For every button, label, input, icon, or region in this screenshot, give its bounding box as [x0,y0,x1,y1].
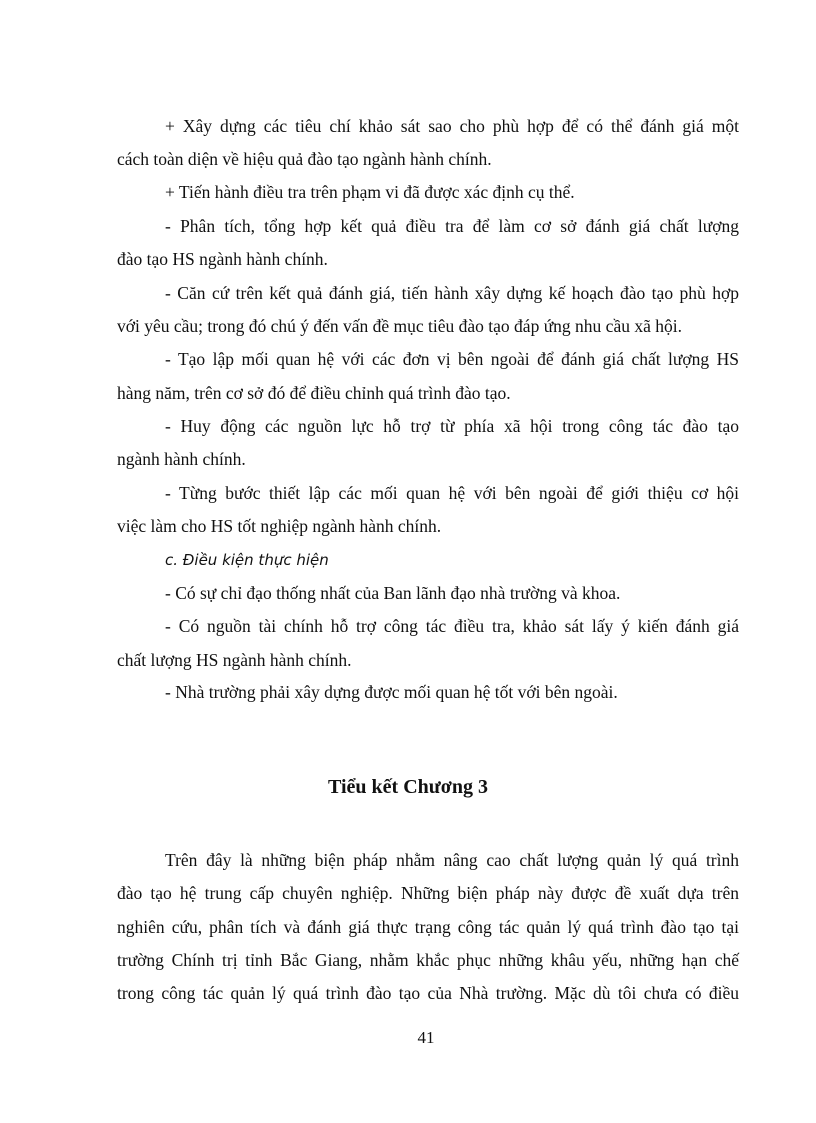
body-line: - Tạo lập mối quan hệ với các đơn vị bên ngoài để đánh giá chất lượng HS [165,349,739,369]
body-line: - Căn cứ trên kết quả đánh giá, tiến hành xây dựng kế hoạch đào tạo phù hợp [165,283,739,303]
body-line: - Có sự chỉ đạo thống nhất của Ban lãnh đạo nhà trường và khoa. [165,583,621,603]
paragraph-line: Trên đây là những biện pháp nhằm nâng cao chất lượng quản lý quá trình [165,850,739,870]
page-number: 41 [417,1028,435,1047]
body-line: - Phân tích, tổng hợp kết quả điều tra để làm cơ sở đánh giá chất lượng [165,216,739,236]
body-line: ngành hành chính. [117,449,246,469]
body-line: - Nhà trường phải xây dựng được mối quan hệ tốt với bên ngoài. [165,682,618,702]
body-line: chất lượng HS ngành hành chính. [117,650,352,670]
body-line: - Có nguồn tài chính hỗ trợ công tác điều tra, khảo sát lấy ý kiến đánh giá [165,616,739,636]
body-line: hàng năm, trên cơ sở đó để điều chỉnh quá trình đào tạo. [117,383,511,403]
body-line: với yêu cầu; trong đó chú ý đến vấn đề mục tiêu đào tạo đáp ứng nhu cầu xã hội. [117,316,682,336]
paragraph-line: trong công tác quản lý quá trình đào tạo của Nhà trường. Mặc dù tôi chưa có điều [117,983,739,1003]
body-line: + Xây dựng các tiêu chí khảo sát sao cho phù hợp để có thể đánh giá một [165,116,739,136]
paragraph-line: trường Chính trị tỉnh Bắc Giang, nhằm khắc phục những khâu yếu, những hạn chế [117,950,739,970]
section-heading: Tiểu kết Chương 3 [328,776,488,798]
paragraph-line: nghiên cứu, phân tích và đánh giá thực trạng công tác quản lý quá trình đào tạo tại [117,917,739,937]
body-line: - Huy động các nguồn lực hỗ trợ từ phía xã hội trong công tác đào tạo [165,416,739,436]
body-line: việc làm cho HS tốt nghiệp ngành hành chính. [117,516,442,536]
subsection-label: c. Điều kiện thực hiện [165,551,329,569]
body-line: cách toàn diện về hiệu quả đào tạo ngành hành chính. [117,149,492,169]
paragraph-line: đào tạo hệ trung cấp chuyên nghiệp. Những biện pháp này được đề xuất dựa trên [117,883,739,903]
body-line: - Từng bước thiết lập các mối quan hệ với bên ngoài để giới thiệu cơ hội [165,483,739,503]
body-line: + Tiến hành điều tra trên phạm vi đã được xác định cụ thể. [165,182,575,202]
body-line: đào tạo HS ngành hành chính. [117,249,328,269]
